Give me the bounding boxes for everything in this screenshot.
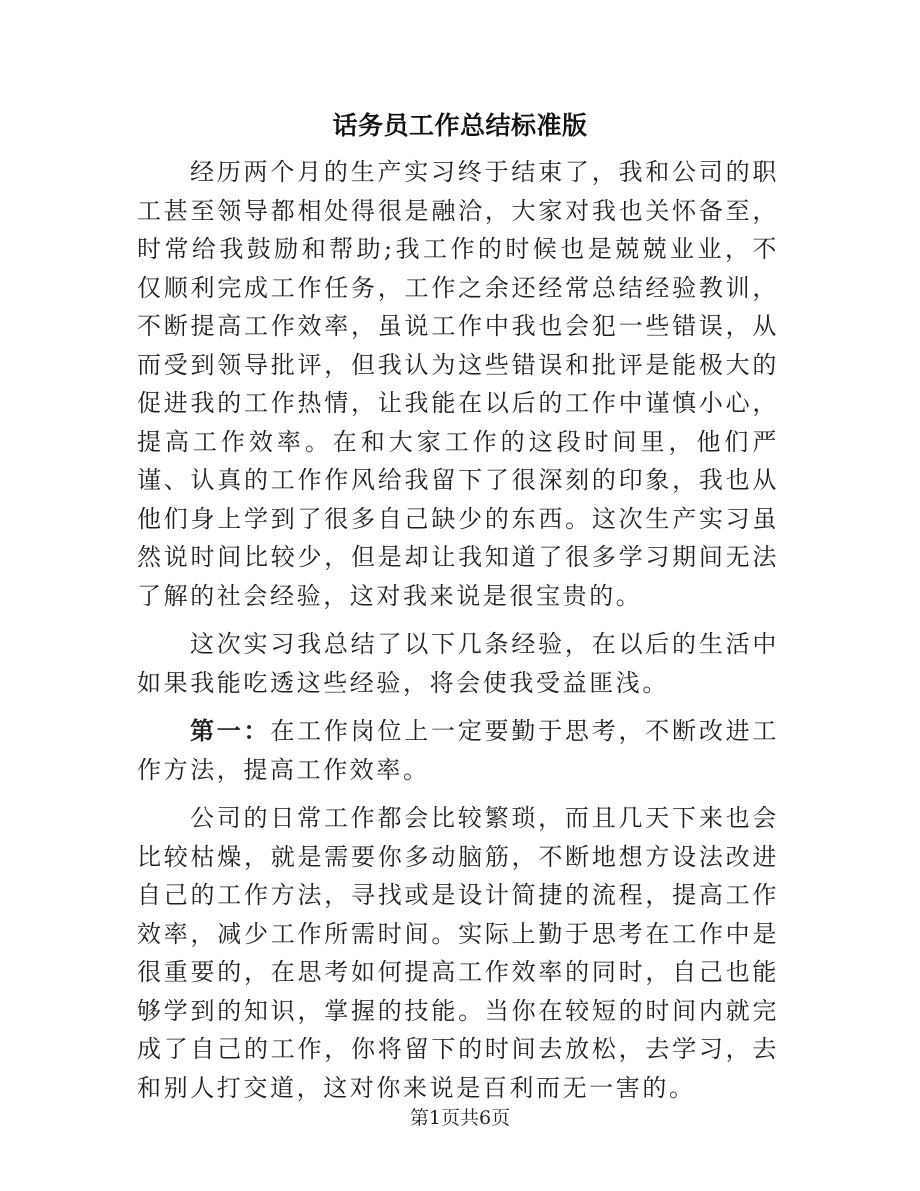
paragraph-summary [137, 625, 779, 702]
paragraph-point-one [137, 712, 779, 789]
document-body [137, 153, 779, 1117]
paragraph-point-one-detail [137, 799, 779, 1107]
point-lead-label: 第一： [190, 717, 271, 745]
paragraph-text: 在工作岗位上一定要勤于思考，不断改进工作方法，提高工作效率。 [137, 717, 779, 784]
paragraph-text: 公司的日常工作都会比较繁琐，而且几天下来也会比较枯燥，就是需要你多动脑筋，不断地想方设法改进自己的工作方法，寻找或是设计简捷的流程，提高工作效率，减少工作所需时间。实际上勤于思考在工作中是很重要的，在思考如何提高工作效率的同时，自己也能够学到的知识，掌握的技能。当你在较短的时间内就完成了自己的工作，你将留下的时间去放松，去学习，去和别人打交道，这对你来说是百利而无一害的。 [137, 804, 779, 1102]
paragraph-text: 这次实习我总结了以下几条经验，在以后的生活中如果我能吃透这些经验，将会使我受益匪浅。 [137, 630, 779, 697]
paragraph-text: 经历两个月的生产实习终于结束了，我和公司的职工甚至领导都相处得很是融洽，大家对我也关怀备至，时常给我鼓励和帮助;我工作的时候也是兢兢业业，不仅顺利完成工作任务，工作之余还经常总结经验教训，不断提高工作效率，虽说工作中我也会犯一些错误，从而受到领导批评，但我认为这些错误和批评是能极大的促进我的工作热情，让我能在以后的工作中谨慎小心，提高工作效率。在和大家工作的这段时间里，他们严谨、认真的工作作风给我留下了很深刻的印象，我也从他们身上学到了很多自己缺少的东西。这次生产实习虽然说时间比较少，但是却让我知道了很多学习期间无法了解的社会经验，这对我来说是很宝贵的。 [137, 158, 779, 610]
document-title: 话务员工作总结标准版 [332, 111, 588, 140]
paragraph-intro [137, 153, 779, 615]
page-number-footer: 第1页共6页 [409, 1107, 511, 1129]
